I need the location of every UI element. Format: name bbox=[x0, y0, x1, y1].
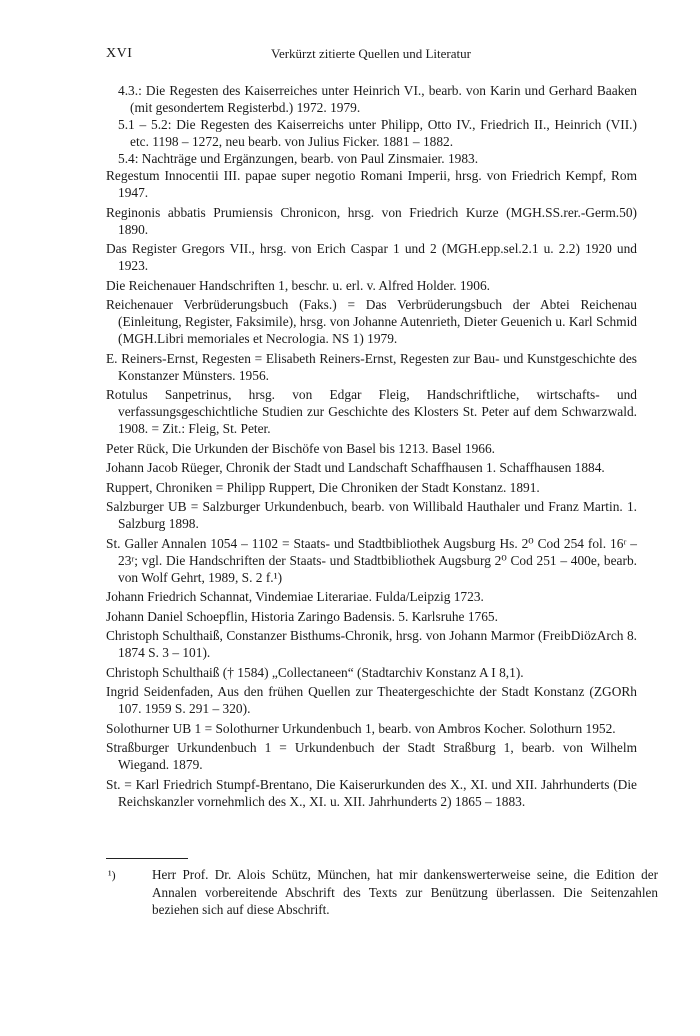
footnote-text: Herr Prof. Dr. Alois Schütz, München, hat mir dankenswerterweise seine, die Edition der Annalen vorbereitende Abschrift des Texts zur Benützung überlassen. Die Seitenzahlen beziehen sich auf diese Abschrift. bbox=[152, 867, 658, 917]
bibliography-entry: Christoph Schulthaiß († 1584) „Collectaneen“ (Stadtarchiv Konstanz A I 8,1). bbox=[106, 664, 524, 680]
page-number: XVI bbox=[106, 46, 133, 61]
bibliography-entry: E. Reiners-Ernst, Regesten = Elisabeth Reiners-Ernst, Regesten zur Bau- und Kunstgeschichte des Konstanzer Münsters. 1956. bbox=[106, 350, 637, 383]
page-header bbox=[106, 46, 636, 68]
bibliography-list bbox=[106, 82, 637, 812]
bibliography-entry: St. Galler Annalen 1054 – 1102 = Staats- und Stadtbibliothek Augsburg Hs. 2⁰ Cod 254 fol. 16ʳ – 23ʳ; vgl. Die Handschriften der Staats- und Stadtbibliothek Augsburg 2⁰ Cod 251 – 400e, bearb. von Wolf Gehrt, 1989, S. 2 f.¹) bbox=[106, 535, 637, 585]
bibliography-entry: Reichenauer Verbrüderungsbuch (Faks.) = Das Verbrüderungsbuch der Abtei Reichenau (Einleitung, Register, Faksimile), hrsg. von Johanne Autenrieth, Dieter Geuenich u. Karl Schmid (MGH.Libri memoriales et Necrologia. NS 1) 1979. bbox=[106, 297, 637, 346]
bibliography-entry: Ruppert, Chroniken = Philipp Ruppert, Die Chroniken der Stadt Konstanz. 1891. bbox=[106, 479, 540, 495]
bibliography-entry: Johann Daniel Schoepflin, Historia Zaringo Badensis. 5. Karlsruhe 1765. bbox=[106, 608, 498, 624]
bibliography-entry: Solothurner UB 1 = Solothurner Urkundenbuch 1, bearb. von Ambros Kocher. Solothurn 1952. bbox=[106, 720, 616, 736]
bibliography-entry: Die Reichenauer Handschriften 1, beschr. u. erl. v. Alfred Holder. 1906. bbox=[106, 277, 490, 293]
footnote-divider bbox=[106, 858, 188, 859]
bibliography-entry: Das Register Gregors VII., hrsg. von Erich Caspar 1 und 2 (MGH.epp.sel.2.1 u. 2.2) 1920 und 1923. bbox=[106, 241, 637, 273]
bibliography-entry: Rotulus Sanpetrinus, hrsg. von Edgar Fleig, Handschriftliche, wirtschafts- und verfassungsgeschichtliche Studien zur Geschichte des Klosters St. Peter auf dem Schwarzwald. 1908. = Zit.: Fleig, St. Peter. bbox=[106, 387, 637, 436]
bibliography-entry: 5.4: Nachträge und Ergänzungen, bearb. von Paul Zinsmaier. 1983. bbox=[118, 151, 479, 166]
footnote-marker: ¹) bbox=[108, 868, 116, 882]
bibliography-entry: Johann Friedrich Schannat, Vindemiae Literariae. Fulda/Leipzig 1723. bbox=[106, 589, 484, 604]
bibliography-entry: Salzburger UB = Salzburger Urkundenbuch, bearb. von Willibald Hauthaler und Franz Martin. 1. Salzburg 1898. bbox=[106, 499, 637, 531]
bibliography-entry: Regestum Innocentii III. papae super negotio Romani Imperii, hrsg. von Friedrich Kempf, Rom 1947. bbox=[106, 168, 637, 200]
bibliography-entry: Straßburger Urkundenbuch 1 = Urkundenbuch der Stadt Straßburg 1, bearb. von Wilhelm Wiegand. 1879. bbox=[106, 740, 637, 772]
bibliography-entry: Johann Jacob Rüeger, Chronik der Stadt und Landschaft Schaffhausen 1. Schaffhausen 1884. bbox=[106, 460, 605, 475]
bibliography-entry: St. = Karl Friedrich Stumpf-Brentano, Die Kaiserurkunden des X., XI. und XII. Jahrhunderts (Die Reichskanzler vornehmlich des X., XI. u. XII. Jahrhunderts 2) 1865 – 1883. bbox=[106, 776, 637, 809]
bibliography-entry: Christoph Schulthaiß, Constanzer Bisthums-Chronik, hrsg. von Johann Marmor (FreibDiözArch 8. 1874 S. 3 – 101). bbox=[106, 628, 637, 660]
running-title: Verkürzt zitierte Quellen und Literatur bbox=[271, 46, 471, 61]
footnote bbox=[108, 866, 658, 918]
bibliography-entry: Reginonis abbatis Prumiensis Chronicon, hrsg. von Friedrich Kurze (MGH.SS.rer.-Germ.50) 1890. bbox=[106, 204, 637, 237]
bibliography-entry: Peter Rück, Die Urkunden der Bischöfe von Basel bis 1213. Basel 1966. bbox=[106, 440, 496, 456]
bibliography-entry: 5.1 – 5.2: Die Regesten des Kaiserreichs unter Philipp, Otto IV., Friedrich II., Heinrich (VII.) etc. 1198 – 1272, neu bearb. von Julius Ficker. 1881 – 1882. bbox=[118, 117, 637, 149]
bibliography-entry: 4.3.: Die Regesten des Kaiserreiches unter Heinrich VI., bearb. von Karin und Gerhard Baaken (mit gesondertem Registerbd.) 1972. 1979. bbox=[118, 83, 637, 115]
bibliography-entry: Ingrid Seidenfaden, Aus den frühen Quellen zur Theatergeschichte der Stadt Konstanz (ZGORh 107. 1959 S. 291 – 320). bbox=[106, 684, 637, 716]
